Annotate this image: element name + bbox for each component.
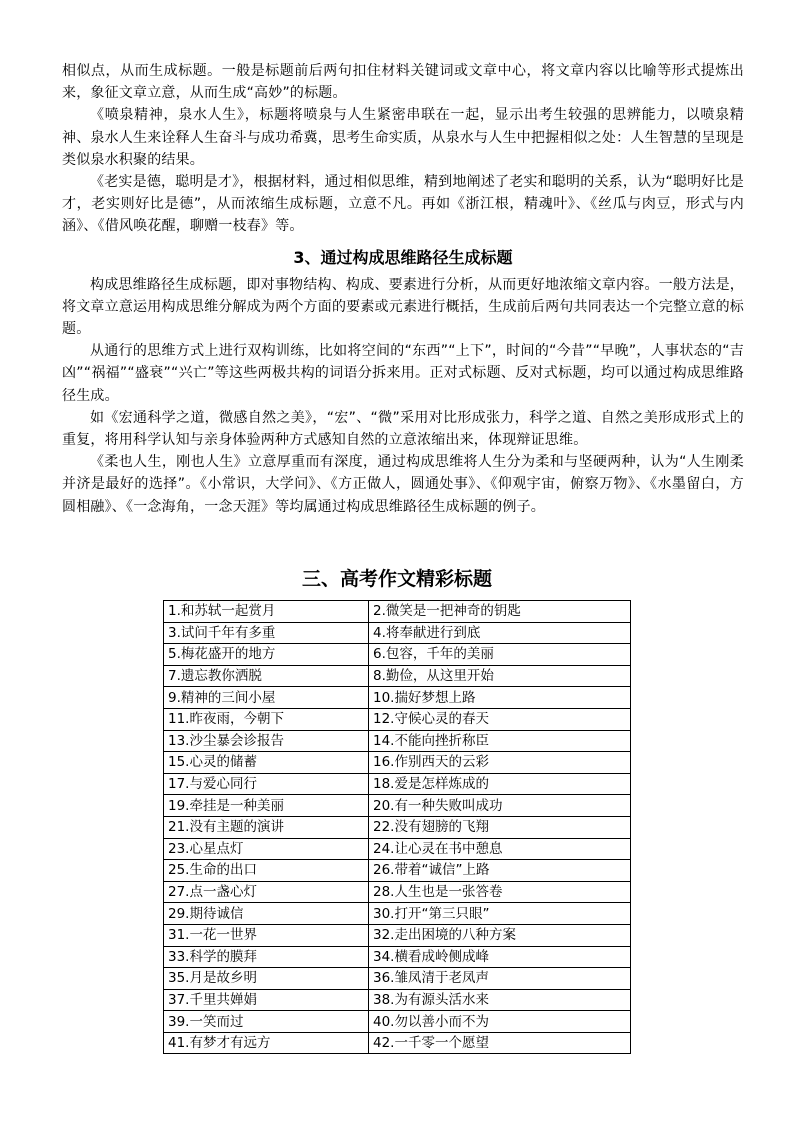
table-cell: 35.月是故乡明: [164, 968, 369, 990]
table-cell: 15.心灵的储蓄: [164, 752, 369, 774]
table-cell: 4.将奉献进行到底: [369, 622, 631, 644]
table-row: [164, 665, 631, 687]
table-row: [164, 860, 631, 882]
table-cell: 29.期待诚信: [164, 903, 369, 925]
table-row: [164, 773, 631, 795]
table-row: [164, 838, 631, 860]
table-row: [164, 730, 631, 752]
table-row: [164, 816, 631, 838]
titles-table: [163, 600, 631, 1054]
table-cell: 8.勤俭，从这里开始: [369, 665, 631, 687]
table-cell: 36.雏凤清于老凤声: [369, 968, 631, 990]
paragraph-composition-method: 构成思维路径生成标题，即对事物结构、构成、要素进行分析，从而更好地浓缩文章内容。一般方法是，将文章立意运用构成思维分解成为两个方面的要素或元素进行概括，生成前后两句共同表达一个完整立意的标题。: [62, 276, 744, 338]
table-cell: 12.守候心灵的春天: [369, 708, 631, 730]
table-cell: 6.包容，千年的美丽: [369, 644, 631, 666]
table-cell: 41.有梦才有远方: [164, 1032, 369, 1054]
table-cell: 24.让心灵在书中憩息: [369, 838, 631, 860]
table-cell: 2.微笑是一把神奇的钥匙: [369, 601, 631, 623]
table-cell: 3.试问千年有多重: [164, 622, 369, 644]
table-cell: 21.没有主题的演讲: [164, 816, 369, 838]
paragraph-continuation: 相似点，从而生成标题。一般是标题前后两句扣住材料关键词或文章中心，将文章内容以比喻等形式提炼出来，象征文章立意，从而生成“高妙”的标题。: [62, 63, 744, 102]
table-row: [164, 1011, 631, 1033]
table-cell: 18.爱是怎样炼成的: [369, 773, 631, 795]
table-cell: 38.为有源头活水来: [369, 989, 631, 1011]
table-row: [164, 881, 631, 903]
table-cell: 33.科学的膜拜: [164, 946, 369, 968]
table-cell: 28.人生也是一张答卷: [369, 881, 631, 903]
table-row: [164, 708, 631, 730]
table-cell: 19.牵挂是一种美丽: [164, 795, 369, 817]
paragraph-honesty-example: 《老实是德，聪明是才》，根据材料，通过相似思维，精到地阐述了老实和聪明的关系，认为“聪明好比是才，老实则好比是德”，从而浓缩生成标题，立意不凡。再如《浙江根，精魂叶》、《丝瓜与肉豆，形式与内涵》、《借风唤花醒，聊赠一枝春》等。: [62, 174, 744, 235]
table-row: [164, 687, 631, 709]
table-cell: 16.作别西天的云彩: [369, 752, 631, 774]
table-cell: 14.不能向挫折称臣: [369, 730, 631, 752]
table-row: [164, 968, 631, 990]
table-row: [164, 644, 631, 666]
table-cell: 30.打开“第三只眼”: [369, 903, 631, 925]
section-title: 三、高考作文精彩标题: [301, 568, 492, 590]
document-page: [62, 60, 744, 518]
paragraph-fountain-example: 《喷泉精神，泉水人生》，标题将喷泉与人生紧密串联在一起，显示出考生较强的思辨能力，以喷泉精神、泉水人生来诠释人生奋斗与成功希冀，思考生命实质，从泉水与人生中把握相似之处：人生智慧的呈现是类似泉水积聚的结果。: [62, 107, 744, 168]
table-cell: 1.和苏轼一起赏月: [164, 601, 369, 623]
table-row: [164, 622, 631, 644]
table-row: [164, 601, 631, 623]
table-cell: 20.有一种失败叫成功: [369, 795, 631, 817]
table-cell: 27.点一盏心灯: [164, 881, 369, 903]
table-cell: 39.一笑而过: [164, 1011, 369, 1033]
table-cell: 9.精神的三间小屋: [164, 687, 369, 709]
table-cell: 25.生命的出口: [164, 860, 369, 882]
table-cell: 34.横看成岭侧成峰: [369, 946, 631, 968]
table-row: [164, 903, 631, 925]
table-cell: 40.勿以善小而不为: [369, 1011, 631, 1033]
table-cell: 10.揣好梦想上路: [369, 687, 631, 709]
paragraph-dual-structure: 从通行的思维方式上进行双构训练，比如将空间的“东西”“上下”，时间的“今昔”“早晚”，人事状态的“吉凶”“祸福”“盛衰”“兴亡”等这些两极共构的词语分拆来用。正对式标题、反对式标题，均可以通过构成思维路径生成。: [62, 343, 744, 404]
paragraph-softness-example: 《柔也人生，刚也人生》立意厚重而有深度，通过构成思维将人生分为柔和与坚硬两种，认为“人生刚柔并济是最好的选择”。《小常识，大学问》、《方正做人，圆通处事》、《仰观宇宙，俯察万物》、《水墨留白，方圆相融》、《一念海角，一念天涯》等均属通过构成思维路径生成标题的例子。: [62, 454, 744, 515]
table-cell: 32.走出困境的八种方案: [369, 924, 631, 946]
table-cell: 23.心星点灯: [164, 838, 369, 860]
table-cell: 37.千里共婵娟: [164, 989, 369, 1011]
table-row: [164, 1032, 631, 1054]
table-cell: 5.梅花盛开的地方: [164, 644, 369, 666]
table-cell: 7.遗忘教你洒脱: [164, 665, 369, 687]
table-row: [164, 924, 631, 946]
table-cell: 42.一千零一个愿望: [369, 1032, 631, 1054]
table-cell: 26.带着“诚信”上路: [369, 860, 631, 882]
table-cell: 22.没有翅膀的飞翔: [369, 816, 631, 838]
table-cell: 31.一花一世界: [164, 924, 369, 946]
table-row: [164, 989, 631, 1011]
table-row: [164, 752, 631, 774]
table-cell: 11.昨夜雨，今朝下: [164, 708, 369, 730]
table-row: [164, 795, 631, 817]
table-cell: 13.沙尘暴会诊报告: [164, 730, 369, 752]
table-row: [164, 946, 631, 968]
table-cell: 17.与爱心同行: [164, 773, 369, 795]
paragraph-science-example: 如《宏通科学之道，微感自然之美》，“宏”、“微”采用对比形成张力，科学之道、自然之美形成形式上的重复，将用科学认知与亲身体验两种方式感知自然的立意浓缩出来，体现辩证思维。: [62, 409, 744, 449]
subheading-composition-thinking: 3、通过构成思维路径生成标题: [293, 247, 513, 267]
